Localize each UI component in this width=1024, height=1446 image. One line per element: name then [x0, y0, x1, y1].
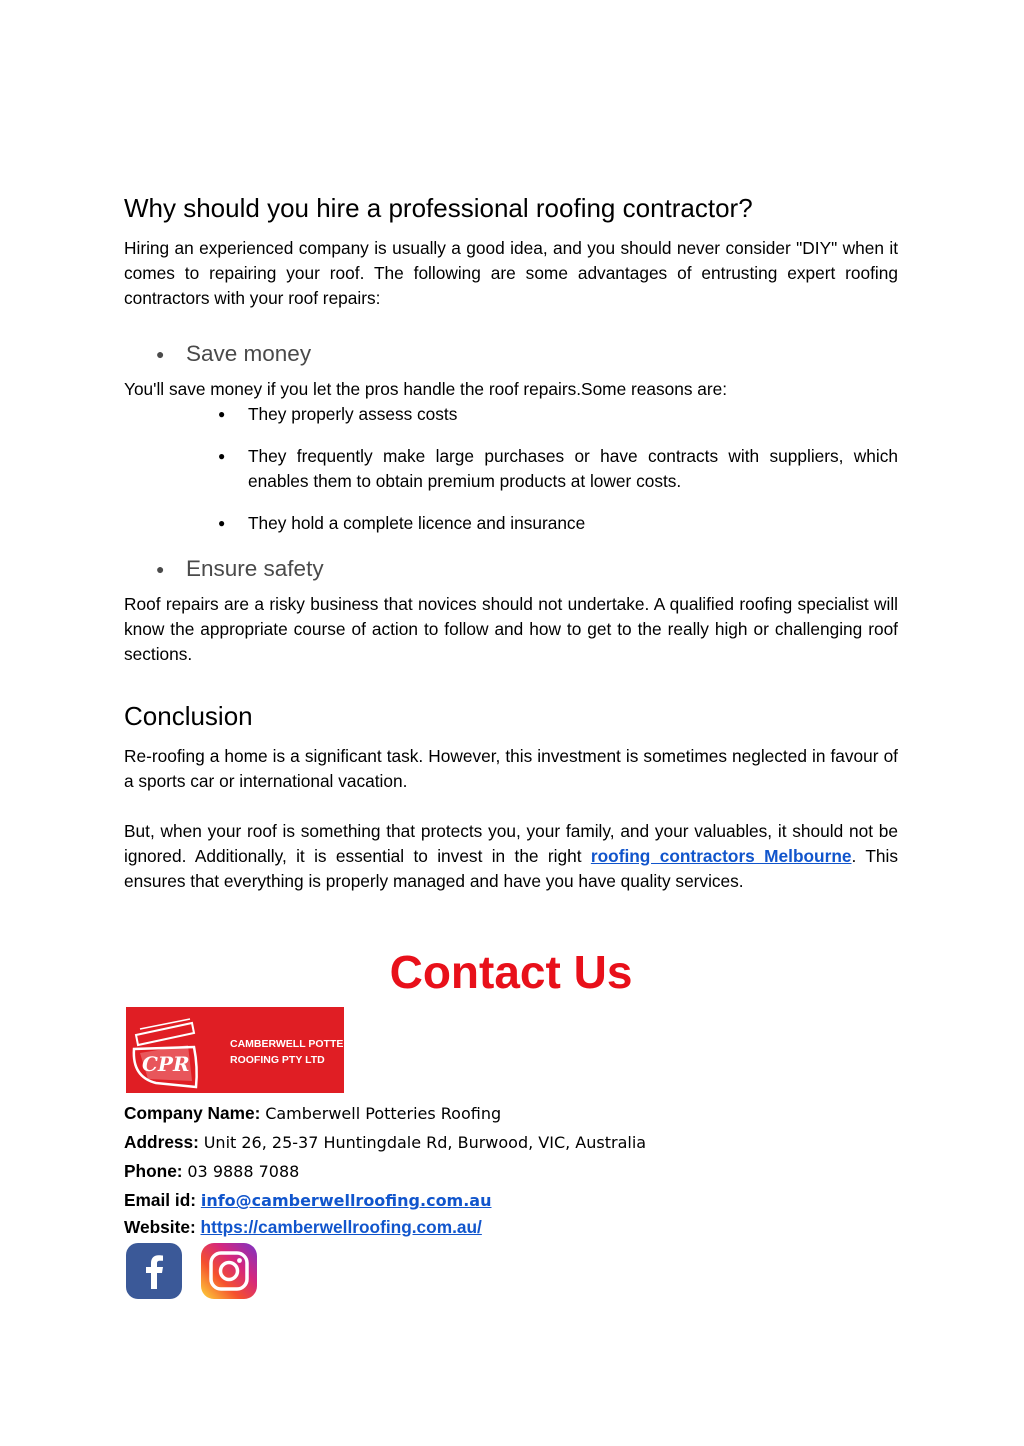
instagram-icon[interactable] — [201, 1243, 257, 1299]
phone-row — [124, 1159, 299, 1184]
email-label: Email id: — [124, 1190, 197, 1210]
list-item-text: They hold a complete licence and insurance — [248, 513, 586, 533]
company-name-value: Camberwell Potteries Roofing — [265, 1104, 502, 1123]
email-row — [124, 1188, 492, 1213]
facebook-icon[interactable] — [126, 1243, 182, 1299]
list-item — [218, 511, 898, 536]
company-name-row — [124, 1101, 501, 1126]
list-item-text: They properly assess costs — [248, 404, 458, 424]
logo-line-2: ROOFING PTY LTD — [230, 1054, 325, 1066]
website-label: Website: — [124, 1217, 196, 1237]
logo-wordmark — [230, 1036, 368, 1068]
intro-paragraph: Hiring an experienced company is usually a good idea, and you should never consider "DIY" when it comes to repairing your roof. The following are some advantages of entrusting expert roofing contractors with your roof repairs: — [124, 238, 898, 308]
list-item-text: They frequently make large purchases or have contracts with suppliers, which enables them to obtain premium products at lower costs. — [248, 446, 898, 491]
website-link[interactable]: https://camberwellroofing.com.au/ — [200, 1217, 482, 1237]
phone-value: 03 9888 7088 — [187, 1162, 300, 1181]
company-name-label: Company Name: — [124, 1103, 261, 1123]
logo-mark-text: CPR — [142, 1052, 190, 1076]
safety-paragraph: Roof repairs are a risky business that novices should not undertake. A qualified roofing specialist will know the appropriate course of action to follow and how to get to the really high or challenging roof sections. — [124, 594, 898, 664]
conclusion-paragraph-1: Re-roofing a home is a significant task. However, this investment is sometimes neglected in favour of a sports car or international vacation. — [124, 746, 898, 791]
contact-heading: Contact Us — [389, 946, 633, 998]
conclusion-text-after: . This ensures that everything is properly managed and have you have quality services. — [124, 846, 898, 891]
page-title: Why should you hire a professional roofing contractor? — [124, 193, 753, 223]
website-row — [124, 1215, 482, 1239]
company-logo — [126, 1007, 368, 1093]
bullet-dot-icon: ● — [218, 449, 226, 463]
bullet-dot-icon: ● — [156, 561, 165, 577]
bullet-dot-icon: ● — [218, 516, 226, 530]
address-value: Unit 26, 25-37 Huntingdale Rd, Burwood, VIC, Australia — [203, 1133, 647, 1152]
conclusion-heading: Conclusion — [124, 701, 253, 731]
roofing-contractors-link[interactable]: roofing contractors Melbourne — [590, 846, 852, 866]
conclusion-text-before: But, when your roof is something that protects you, your family, and your valuables, it should not be ignored. Additionally, it is essential to invest in the right — [124, 821, 898, 866]
list-item — [218, 444, 898, 494]
conclusion-paragraph-2 — [124, 819, 898, 894]
bullet-dot-icon: ● — [156, 346, 165, 362]
save-money-lead: You'll save money if you let the pros handle the roof repairs.Some reasons are: — [124, 379, 728, 399]
email-link[interactable]: info@camberwellroofing.com.au — [200, 1191, 492, 1210]
logo-line-1: CAMBERWELL POTTERIES — [230, 1038, 368, 1050]
address-row — [124, 1130, 646, 1155]
phone-label: Phone: — [124, 1161, 183, 1181]
bullet-dot-icon: ● — [218, 407, 226, 421]
cpr-logo-mark-icon — [126, 1007, 230, 1093]
bullet-label: Ensure safety — [186, 556, 324, 581]
address-label: Address: — [124, 1132, 199, 1152]
list-item — [218, 402, 898, 427]
bullet-label: Save money — [186, 341, 312, 366]
